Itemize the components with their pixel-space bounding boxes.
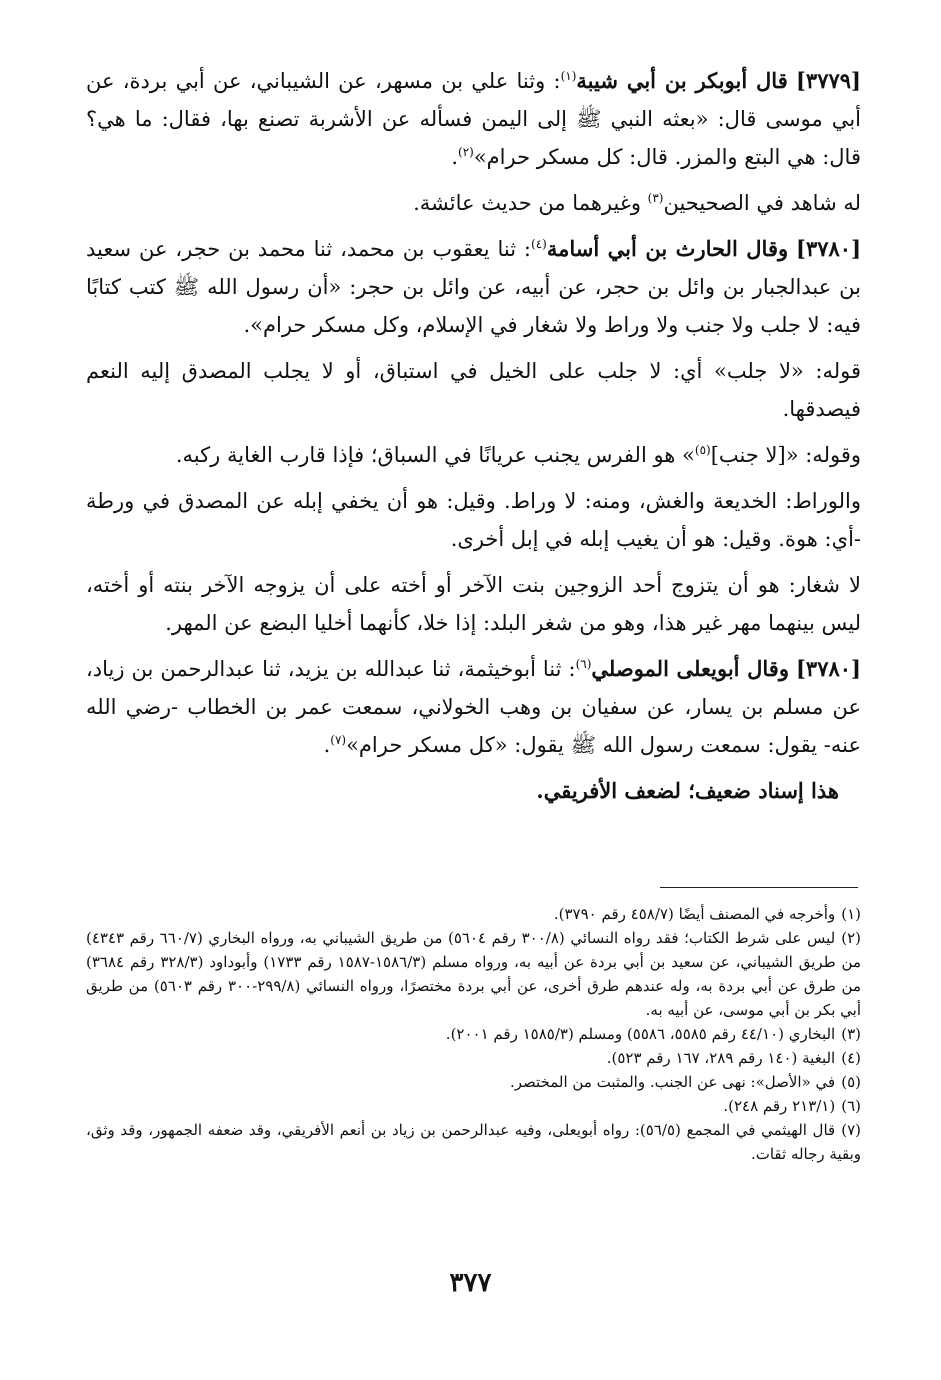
footnotes [86,902,861,1166]
hadith-3780-harith [86,230,861,344]
footnote-text: البغية (١٤٠ رقم ٢٨٩، ١٦٧ رقم ٥٢٣). [606,1049,836,1067]
hadith-number: [٣٧٧٩] [795,68,861,93]
footnote-ref: (٧) [330,733,347,747]
explanation-shighar: لا شغار: هو أن يتزوج أحد الزوجين بنت الآخر أو أخته على أن يزوجه الآخر بنته أو أخته، ليس بينهما مهر غير هذا، وهو من شغر البلد: إذا خلا، كأنهما أخليا البضع عن المهر. [86,573,861,635]
janab-text-end: » هو الفرس يجنب عريانًا في السباق؛ فإذا قارب الغاية ركبه. [175,443,695,467]
explanation-jalab: قوله: «لا جلب» أي: لا جلب على الخيل في استباق، أو لا يجلب المصدق إليه النعم فيصدقها. [86,359,861,421]
explanation-janab [86,436,861,474]
footnote-ref: (٦) [575,657,592,671]
footnote-number: (٦) [841,1097,861,1115]
narrator-name: قال أبوبكر بن أبي شيبة [576,68,788,93]
footnote-number: (٢) [841,929,861,947]
explanation-wirat: والوراط: الخديعة والغش، ومنه: لا وراط. وقيل: هو أن يخفي إبله عن المصدق في ورطة -أي: هوة. وقيل: هو أن يغيب إبله في إبل أخرى. [86,489,861,551]
page-body [86,62,861,818]
footnote-6 [86,1094,861,1118]
narrator-name: وقال أبويعلى الموصلي [591,656,789,681]
footnote-text: في «الأصل»: نهى عن الجنب. والمثبت من المختصر. [509,1073,836,1091]
footnote-text: البخاري (٤٤/١٠ رقم ٥٥٨٥، ٥٥٨٦) ومسلم (١٥٨٥/٣ رقم ٢٠٠١). [445,1025,836,1043]
footnote-4 [86,1046,861,1070]
hadith-text: : ثنا يعقوب بن محمد، ثنا محمد بن حجر، عن سعيد بن عبدالجبار بن وائل بن حجر، عن أبيه، عن وائل بن حجر: «أن رسول الله ﷺ كتب كتابًا فيه: لا جلب ولا جنب ولا وراط ولا شغار في الإسلام، وكل مسكر حرام». [86,237,861,337]
hadith-text-end: . [451,145,458,169]
footnote-text: قال الهيثمي في المجمع (٥٦/٥): رواه أبويعلى، وفيه عبدالرحمن بن زياد بن أنعم الأفريقي، وقد ضعفه الجمهور، وقد وثق، وبقية رجاله ثقات. [86,1121,861,1163]
footnote-text: (٢١٣/١ رقم ٢٤٨). [723,1097,836,1115]
hadith-3779 [86,62,861,176]
hadith-3780-abuyala [86,650,861,764]
footnote-1 [86,902,861,926]
footnote-number: (٧) [841,1121,861,1139]
shahid-text: له شاهد في الصحيحين [663,191,861,215]
footnote-number: (٤) [841,1049,861,1067]
footnote-ref: (١) [560,69,577,83]
isnad-verdict: هذا إسناد ضعيف؛ لضعف الأفريقي. [536,778,839,803]
narrator-name: وقال الحارث بن أبي أسامة [546,236,789,261]
janab-text: وقوله: «[لا جنب] [710,443,861,467]
hadith-number: [٣٧٨٠] [796,236,861,261]
footnote-text: وأخرجه في المصنف أيضًا (٤٥٨/٧ رقم ٣٧٩٠). [553,905,836,923]
hadith-text: : وثنا علي بن مسهر، عن الشيباني، عن أبي بردة، عن أبي موسى قال: «بعثه النبي ﷺ إلى اليمن فسأله عن الأشربة تصنع بها، فقال: ما هي؟ قال: هي البتع والمزر. قال: كل مسكر حرام» [86,69,861,169]
shahid-note [86,184,861,222]
footnote-text: ليس على شرط الكتاب؛ فقد رواه النسائي (٣٠٠/٨ رقم ٥٦٠٤) من طريق الشيباني به، ورواه البخاري (٦٦٠/٧ رقم ٤٣٤٣) من طريق الشيباني، عن سعيد بن أبي بردة عن أبيه به، ورواه مسلم (١٥٨٦/٣-١٥٨٧ رقم ١٧٣٣) وأبوداود (٣٢٨/٣ رقم ٣٦٨٤) من طرق عن أبي بردة به، وله عندهم طرق أخرى، عن أبي بردة مختصرًا، ورواه النسائي (٢٩٩/٨-٣٠٠ رقم ٥٦٠٣) من طريق أبي بكر بن أبي موسى، عن أبيه به. [86,929,862,1019]
footnote-ref: (٤) [531,237,547,251]
footnote-separator [660,887,858,888]
footnote-number: (٥) [841,1073,861,1091]
shahid-text-end: وغيرهما من حديث عائشة. [413,191,648,215]
footnote-3 [86,1022,861,1046]
footnote-ref: (٢) [458,145,474,159]
hadith-number: [٣٧٨٠] [795,656,861,681]
hadith-text-end: . [323,733,331,757]
footnote-number: (٣) [841,1025,861,1043]
footnote-ref: (٣) [647,191,664,205]
page-number: ٣٧٧ [449,1268,492,1298]
footnote-5 [86,1070,861,1094]
footnote-7 [86,1118,861,1166]
footnote-2 [86,926,861,1022]
hadith-text: : ثنا أبوخيثمة، ثنا عبدالله بن يزيد، ثنا عبدالرحمن بن زياد، عن مسلم بن يسار، عن سفيان بن وهب الخولاني، سمعت عمر بن الخطاب -رضي الله عنه- يقول: سمعت رسول الله ﷺ يقول: «كل مسكر حرام» [86,657,861,757]
footnote-number: (١) [841,905,861,923]
main-text [86,62,861,810]
footnote-ref: (٥) [694,443,711,457]
